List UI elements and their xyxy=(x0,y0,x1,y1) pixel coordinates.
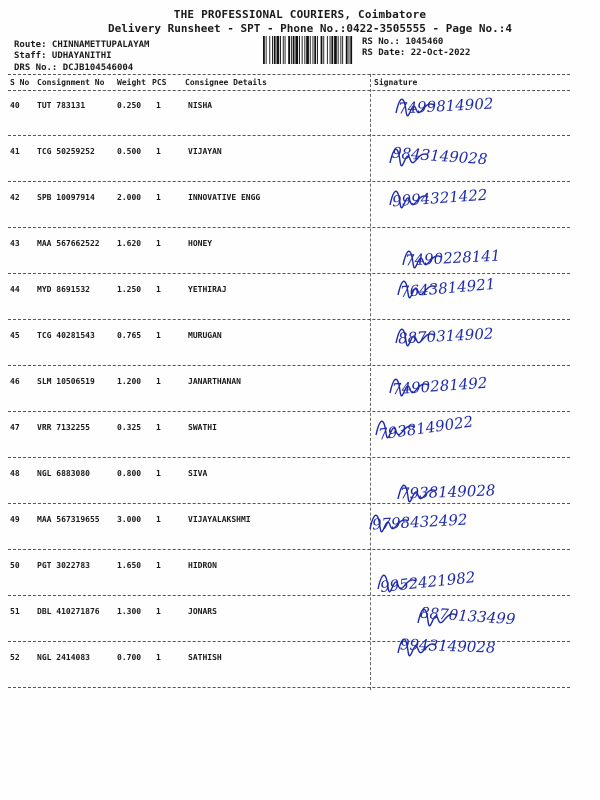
row-consignee-name: YETHIRAJ xyxy=(188,285,227,294)
row-consignee-name: MURUGAN xyxy=(188,331,222,340)
row-sno: 51 xyxy=(10,607,20,616)
row-separator xyxy=(8,549,570,550)
barcode-bar xyxy=(321,36,323,64)
row-pcs: 1 xyxy=(156,653,161,662)
row-separator xyxy=(8,319,570,320)
row-sno: 43 xyxy=(10,239,20,248)
table-row xyxy=(0,377,600,423)
row-sno: 50 xyxy=(10,561,20,570)
table-top-rule xyxy=(8,74,570,75)
row-separator xyxy=(8,181,570,182)
row-consignee-name: HONEY xyxy=(188,239,213,248)
row-consignment-no: DBL 410271876 xyxy=(37,607,100,616)
table-row xyxy=(0,423,600,469)
row-consignment-no: TCG 50259252 xyxy=(37,147,95,156)
signature-scribble xyxy=(388,183,432,213)
table-row xyxy=(0,101,600,147)
row-consignee-name: SIVA xyxy=(188,469,208,478)
barcode-bar xyxy=(317,36,318,64)
barcode-bar xyxy=(291,36,292,64)
table-row xyxy=(0,561,600,607)
barcode-bar xyxy=(299,36,300,64)
barcode-bar xyxy=(330,36,331,64)
row-pcs: 1 xyxy=(156,515,161,524)
barcode-bar xyxy=(272,36,273,64)
route-label: Route: CHINNAMETTUPALAYAM xyxy=(14,40,150,50)
signature-scribble xyxy=(416,601,460,631)
header-bottom-rule xyxy=(8,90,570,91)
row-consignee-name: JONARS xyxy=(188,607,217,616)
rs-date: RS Date: 22-Oct-2022 xyxy=(362,48,471,58)
barcode-bar xyxy=(263,36,265,64)
col-header-weight: Weight xyxy=(117,78,146,87)
row-separator xyxy=(8,135,570,136)
row-weight: 1.650 xyxy=(117,561,142,570)
handwritten-signature: 7490228141 xyxy=(404,246,501,270)
handwritten-signature: 8870314902 xyxy=(397,324,494,348)
row-consignment-no: MAA 567662522 xyxy=(37,239,100,248)
barcode-bar xyxy=(293,36,295,64)
barcode-bar xyxy=(314,36,316,64)
row-pcs: 1 xyxy=(156,377,161,386)
row-sno: 49 xyxy=(10,515,20,524)
row-sno: 52 xyxy=(10,653,20,662)
drs-number: DRS No.: DCJB104546004 xyxy=(14,63,134,73)
row-consignment-no: MAA 567319655 xyxy=(37,515,100,524)
row-weight: 0.700 xyxy=(117,653,142,662)
row-consignment-no: MYD 8691532 xyxy=(37,285,90,294)
row-separator xyxy=(8,457,570,458)
barcode-bar xyxy=(346,36,348,64)
barcode-bar xyxy=(342,36,343,64)
row-sno: 41 xyxy=(10,147,20,156)
barcode-bar xyxy=(285,36,286,64)
row-weight: 0.500 xyxy=(117,147,142,156)
handwritten-signature: 9994321422 xyxy=(391,185,488,211)
row-separator xyxy=(8,227,570,228)
barcode-bar xyxy=(283,36,284,64)
barcode-bar xyxy=(269,36,270,64)
barcode-bar xyxy=(280,36,281,64)
row-separator xyxy=(8,595,570,596)
table-row xyxy=(0,653,600,699)
table-row xyxy=(0,193,600,239)
row-pcs: 1 xyxy=(156,607,161,616)
handwritten-signature: 9843149028 xyxy=(391,143,488,169)
handwritten-signature: 7499814902 xyxy=(397,94,494,118)
handwritten-signature: 8870133499 xyxy=(419,603,516,629)
row-separator xyxy=(8,273,570,274)
row-weight: 0.325 xyxy=(117,423,142,432)
row-separator xyxy=(8,503,570,504)
row-pcs: 1 xyxy=(156,469,161,478)
row-weight: 0.765 xyxy=(117,331,142,340)
row-sno: 40 xyxy=(10,101,20,110)
row-pcs: 1 xyxy=(156,101,161,110)
handwritten-signature: 7938149022 xyxy=(377,412,475,444)
company-title: THE PROFESSIONAL COURIERS, Coimbatore xyxy=(173,8,427,21)
row-pcs: 1 xyxy=(156,285,161,294)
signature-scribble xyxy=(394,91,438,121)
barcode-bar xyxy=(295,36,298,64)
handwritten-signature: 9943149028 xyxy=(399,635,496,657)
barcode-bar xyxy=(310,36,311,64)
signature-scribble xyxy=(374,413,418,443)
barcode-bar xyxy=(306,36,309,64)
row-pcs: 1 xyxy=(156,561,161,570)
handwritten-signature: 7643814921 xyxy=(399,274,497,302)
row-consignment-no: SLM 10506519 xyxy=(37,377,95,386)
barcode-bar xyxy=(274,36,276,64)
signature-scribble xyxy=(396,631,440,661)
row-weight: 2.000 xyxy=(117,193,142,202)
barcode-bar xyxy=(334,36,337,64)
signature-scribble xyxy=(388,141,432,171)
signature-scribble xyxy=(396,273,440,303)
row-consignment-no: TUT 783131 xyxy=(37,101,86,110)
row-consignee-name: VIJAYALAKSHMI xyxy=(188,515,251,524)
handwritten-signature: 9798432492 xyxy=(371,510,468,534)
row-consignee-name: SATHISH xyxy=(188,653,222,662)
col-header-consignment: Consignment No xyxy=(37,78,105,87)
handwritten-signature: 7938149028 xyxy=(399,481,496,503)
row-consignment-no: NGL 6883080 xyxy=(37,469,90,478)
barcode-bar xyxy=(266,36,267,64)
row-separator xyxy=(8,365,570,366)
row-sno: 45 xyxy=(10,331,20,340)
col-header-sno: S No xyxy=(10,78,30,87)
barcode-bar xyxy=(313,36,314,64)
row-consignee-name: NISHA xyxy=(188,101,213,110)
runsheet-subtitle: Delivery Runsheet - SPT - Phone No.:0422-3505555 - Page No.:4 xyxy=(108,22,512,35)
barcode-image xyxy=(262,36,354,64)
row-pcs: 1 xyxy=(156,193,161,202)
row-sno: 42 xyxy=(10,193,20,202)
row-weight: 1.620 xyxy=(117,239,142,248)
row-consignee-name: HIDRON xyxy=(188,561,217,570)
row-consignment-no: NGL 2414083 xyxy=(37,653,90,662)
handwritten-signature: 9952421982 xyxy=(379,568,477,596)
barcode-bar xyxy=(350,36,352,64)
row-consignment-no: PGT 3022783 xyxy=(37,561,90,570)
row-separator xyxy=(8,687,570,688)
barcode-bar xyxy=(323,36,324,64)
row-pcs: 1 xyxy=(156,147,161,156)
barcode-bar xyxy=(338,36,339,64)
row-sno: 46 xyxy=(10,377,20,386)
barcode-bar xyxy=(340,36,341,64)
col-header-pcs: PCS xyxy=(152,78,167,87)
row-weight: 1.250 xyxy=(117,285,142,294)
row-pcs: 1 xyxy=(156,331,161,340)
table-row xyxy=(0,239,600,285)
table-row xyxy=(0,515,600,561)
rs-number: RS No.: 1045460 xyxy=(362,37,444,47)
row-consignment-no: VRR 7132255 xyxy=(37,423,90,432)
row-sno: 44 xyxy=(10,285,20,294)
table-row xyxy=(0,285,600,331)
row-consignee-name: SWATHI xyxy=(188,423,217,432)
barcode-bar xyxy=(302,36,303,64)
table-row xyxy=(0,147,600,193)
signature-scribble xyxy=(388,371,432,401)
barcode-bar xyxy=(288,36,290,64)
row-weight: 0.800 xyxy=(117,469,142,478)
barcode-bar xyxy=(304,36,305,64)
row-pcs: 1 xyxy=(156,423,161,432)
row-consignment-no: TCG 40281543 xyxy=(37,331,95,340)
signature-scribble xyxy=(368,507,412,537)
barcode-bar xyxy=(327,36,328,64)
row-consignment-no: SPB 10097914 xyxy=(37,193,95,202)
row-consignee-name: VIJAYAN xyxy=(188,147,222,156)
row-weight: 1.200 xyxy=(117,377,142,386)
table-row xyxy=(0,469,600,515)
row-consignee-name: INNOVATIVE ENGG xyxy=(188,193,261,202)
row-pcs: 1 xyxy=(156,239,161,248)
table-row xyxy=(0,331,600,377)
col-header-consignee: Consignee Details xyxy=(185,78,267,87)
row-weight: 1.300 xyxy=(117,607,142,616)
barcode-bar xyxy=(331,36,333,64)
signature-scribble xyxy=(376,567,420,597)
row-separator xyxy=(8,411,570,412)
row-sno: 47 xyxy=(10,423,20,432)
row-consignee-name: JANARTHANAN xyxy=(188,377,241,386)
handwritten-signature: 7490281492 xyxy=(391,373,488,399)
row-weight: 3.000 xyxy=(117,515,142,524)
barcode-bar xyxy=(277,36,280,64)
row-sno: 48 xyxy=(10,469,20,478)
col-header-signature: Signature xyxy=(374,78,418,87)
signature-scribble xyxy=(394,321,438,351)
row-weight: 0.250 xyxy=(117,101,142,110)
staff-label: Staff: UDHAYANITHI xyxy=(14,51,112,61)
signature-scribble xyxy=(401,243,445,273)
barcode-bar xyxy=(349,36,350,64)
